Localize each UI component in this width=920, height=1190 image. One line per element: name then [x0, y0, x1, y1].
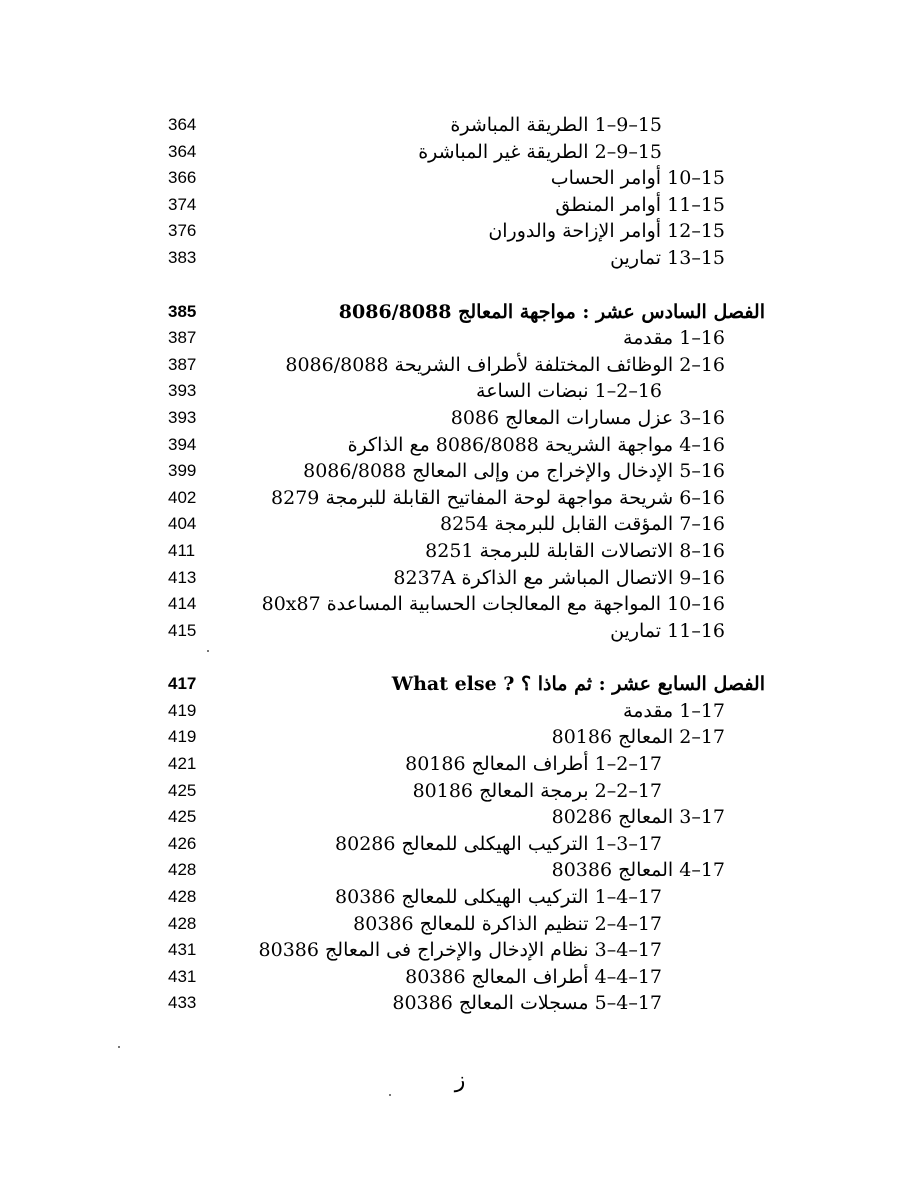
entry-title: 15–12 أوامر الإزاحة والدوران: [488, 220, 725, 243]
entry-title: 17–2 المعالج 80186: [551, 726, 725, 749]
toc-entry-row: [0, 325, 920, 352]
entry-page-number: 364: [168, 141, 197, 161]
toc-entry-row: [0, 218, 920, 245]
entry-title: 17–4–4 أطراف المعالج 80386: [405, 965, 662, 988]
entry-title: 16–6 شريحة مواجهة لوحة المفاتيح القابلة للبرمجة 8279: [271, 486, 725, 509]
toc-entry-row: [0, 458, 920, 485]
entry-title: 17–4–3 نظام الإدخال والإخراج فى المعالج 80386: [258, 939, 662, 962]
toc-entry-row: [0, 618, 920, 645]
toc-entry-row: [0, 778, 920, 805]
toc-entry-row: [0, 165, 920, 192]
entry-page-number: 426: [168, 833, 197, 853]
entry-title: 17–4–5 مسجلات المعالج 80386: [392, 992, 662, 1015]
entry-title: 17–4–1 التركيب الهيكلى للمعالج 80386: [335, 886, 662, 909]
page-number-letter: ز: [454, 1068, 466, 1093]
section-gap: [0, 644, 920, 671]
entry-page-number: 421: [168, 754, 197, 774]
entry-page-number: 428: [168, 887, 197, 907]
toc-entry-row: [0, 192, 920, 219]
entry-title: 16–2–1 نبضات الساعة: [476, 380, 662, 403]
entry-page-number: 413: [168, 567, 197, 587]
chapter-title: الفصل السابع عشر : ثم ماذا ؟ ? What else: [391, 673, 765, 696]
entry-title: 16–5 الإدخال والإخراج من وإلى المعالج 8086/8088: [303, 460, 725, 483]
entry-page-number: 374: [168, 194, 197, 214]
entry-page-number: 419: [168, 700, 197, 720]
entry-page-number: 387: [168, 328, 197, 348]
entry-page-number: 364: [168, 115, 197, 134]
entry-title: 17–3–1 التركيب الهيكلى للمعالج 80286: [335, 832, 662, 855]
toc-entry-row: [0, 139, 920, 166]
toc-entry-row: [0, 245, 920, 272]
scan-speck: [207, 650, 209, 652]
entry-page-number: 393: [168, 407, 197, 427]
toc-entry-row: [0, 884, 920, 911]
chapter-heading-row: [0, 299, 920, 326]
entry-page-number: 428: [168, 860, 197, 880]
entry-title: 17–2–1 أطراف المعالج 80186: [405, 753, 662, 776]
toc-entry-row: [0, 352, 920, 379]
entry-title: 16–1 مقدمة: [623, 327, 725, 350]
entry-title: 15–13 تمارين: [610, 246, 725, 269]
entry-title: 16–7 المؤقت القابل للبرمجة 8254: [440, 513, 725, 536]
entry-page-number: 399: [168, 461, 197, 481]
entry-page-number: 411: [168, 540, 196, 560]
entry-title: 15–9–2 الطريقة غير المباشرة: [418, 140, 662, 163]
chapter-title: الفصل السادس عشر : مواجهة المعالج 8086/8088: [338, 300, 765, 323]
chapter-heading-row: [0, 671, 920, 698]
toc-entry-row: [0, 937, 920, 964]
toc-entry-row: [0, 724, 920, 751]
entry-title: 17–3 المعالج 80286: [551, 806, 725, 829]
toc-entry-row: [0, 804, 920, 831]
entry-page-number: 419: [168, 727, 197, 747]
entry-page-number: 414: [168, 594, 197, 614]
entry-title: 17–2–2 برمجة المعالج 80186: [412, 779, 662, 802]
entry-page-number: 376: [168, 221, 197, 241]
entry-page-number: 387: [168, 354, 197, 374]
entry-title: 16–10 المواجهة مع المعالجات الحسابية المساعدة 80x87: [261, 593, 725, 616]
entry-page-number: 431: [168, 966, 197, 986]
entry-page-number: 428: [168, 913, 197, 933]
toc-entry-row: [0, 911, 920, 938]
toc-entry-row: [0, 378, 920, 405]
entry-page-number: 404: [168, 514, 197, 534]
toc-entry-row: [0, 565, 920, 592]
entry-title: 16–4 مواجهة الشريحة 8086/8088 مع الذاكرة: [347, 433, 725, 456]
entry-page-number: 415: [168, 620, 197, 640]
chapter-page-number: 417: [168, 674, 197, 694]
entry-title: 15–10 أوامر الحساب: [550, 167, 725, 190]
entry-title: 16–2 الوظائف المختلفة لأطراف الشريحة 8086/8088: [285, 353, 725, 376]
entry-title: 16–11 تمارين: [610, 619, 725, 642]
toc-entry-row: [0, 405, 920, 432]
toc-entry-row: [0, 591, 920, 618]
entry-page-number: 433: [168, 993, 197, 1013]
entry-page-number: 366: [168, 168, 197, 188]
toc-entry-row: [0, 432, 920, 459]
toc-entry-row: [0, 538, 920, 565]
entry-page-number: 393: [168, 381, 197, 401]
section-gap: [0, 272, 920, 299]
scan-speck: [389, 1094, 391, 1096]
entry-page-number: 431: [168, 940, 197, 960]
entry-title: 17–1 مقدمة: [623, 699, 725, 722]
entry-title: 15–9–1 الطريقة المباشرة: [450, 114, 662, 136]
toc-entry-row: [0, 831, 920, 858]
toc-entry-row: [0, 990, 920, 1017]
chapter-page-number: 385: [168, 301, 197, 321]
toc-entry-row: [0, 857, 920, 884]
toc-entry-row: [0, 511, 920, 538]
entry-title: 16–8 الاتصالات القابلة للبرمجة 8251: [425, 539, 725, 562]
entry-title: 17–4 المعالج 80386: [551, 859, 725, 882]
entry-page-number: 425: [168, 780, 197, 800]
scan-speck: [118, 1046, 120, 1048]
entry-title: 16–3 عزل مسارات المعالج 8086: [450, 406, 725, 429]
toc-entry-row: [0, 485, 920, 512]
toc-entry-row: [0, 112, 920, 139]
toc-entry-row: [0, 751, 920, 778]
table-of-contents: [0, 112, 920, 1017]
entry-title: 15–11 أوامر المنطق: [555, 193, 725, 216]
toc-entry-row: [0, 964, 920, 991]
entry-title: 17–4–2 تنظيم الذاكرة للمعالج 80386: [353, 912, 662, 935]
toc-entry-row: [0, 698, 920, 725]
entry-page-number: 402: [168, 487, 197, 507]
entry-page-number: 394: [168, 434, 197, 454]
entry-page-number: 425: [168, 807, 197, 827]
entry-title: 16–9 الاتصال المباشر مع الذاكرة 8237A: [393, 566, 725, 589]
entry-page-number: 383: [168, 247, 197, 267]
